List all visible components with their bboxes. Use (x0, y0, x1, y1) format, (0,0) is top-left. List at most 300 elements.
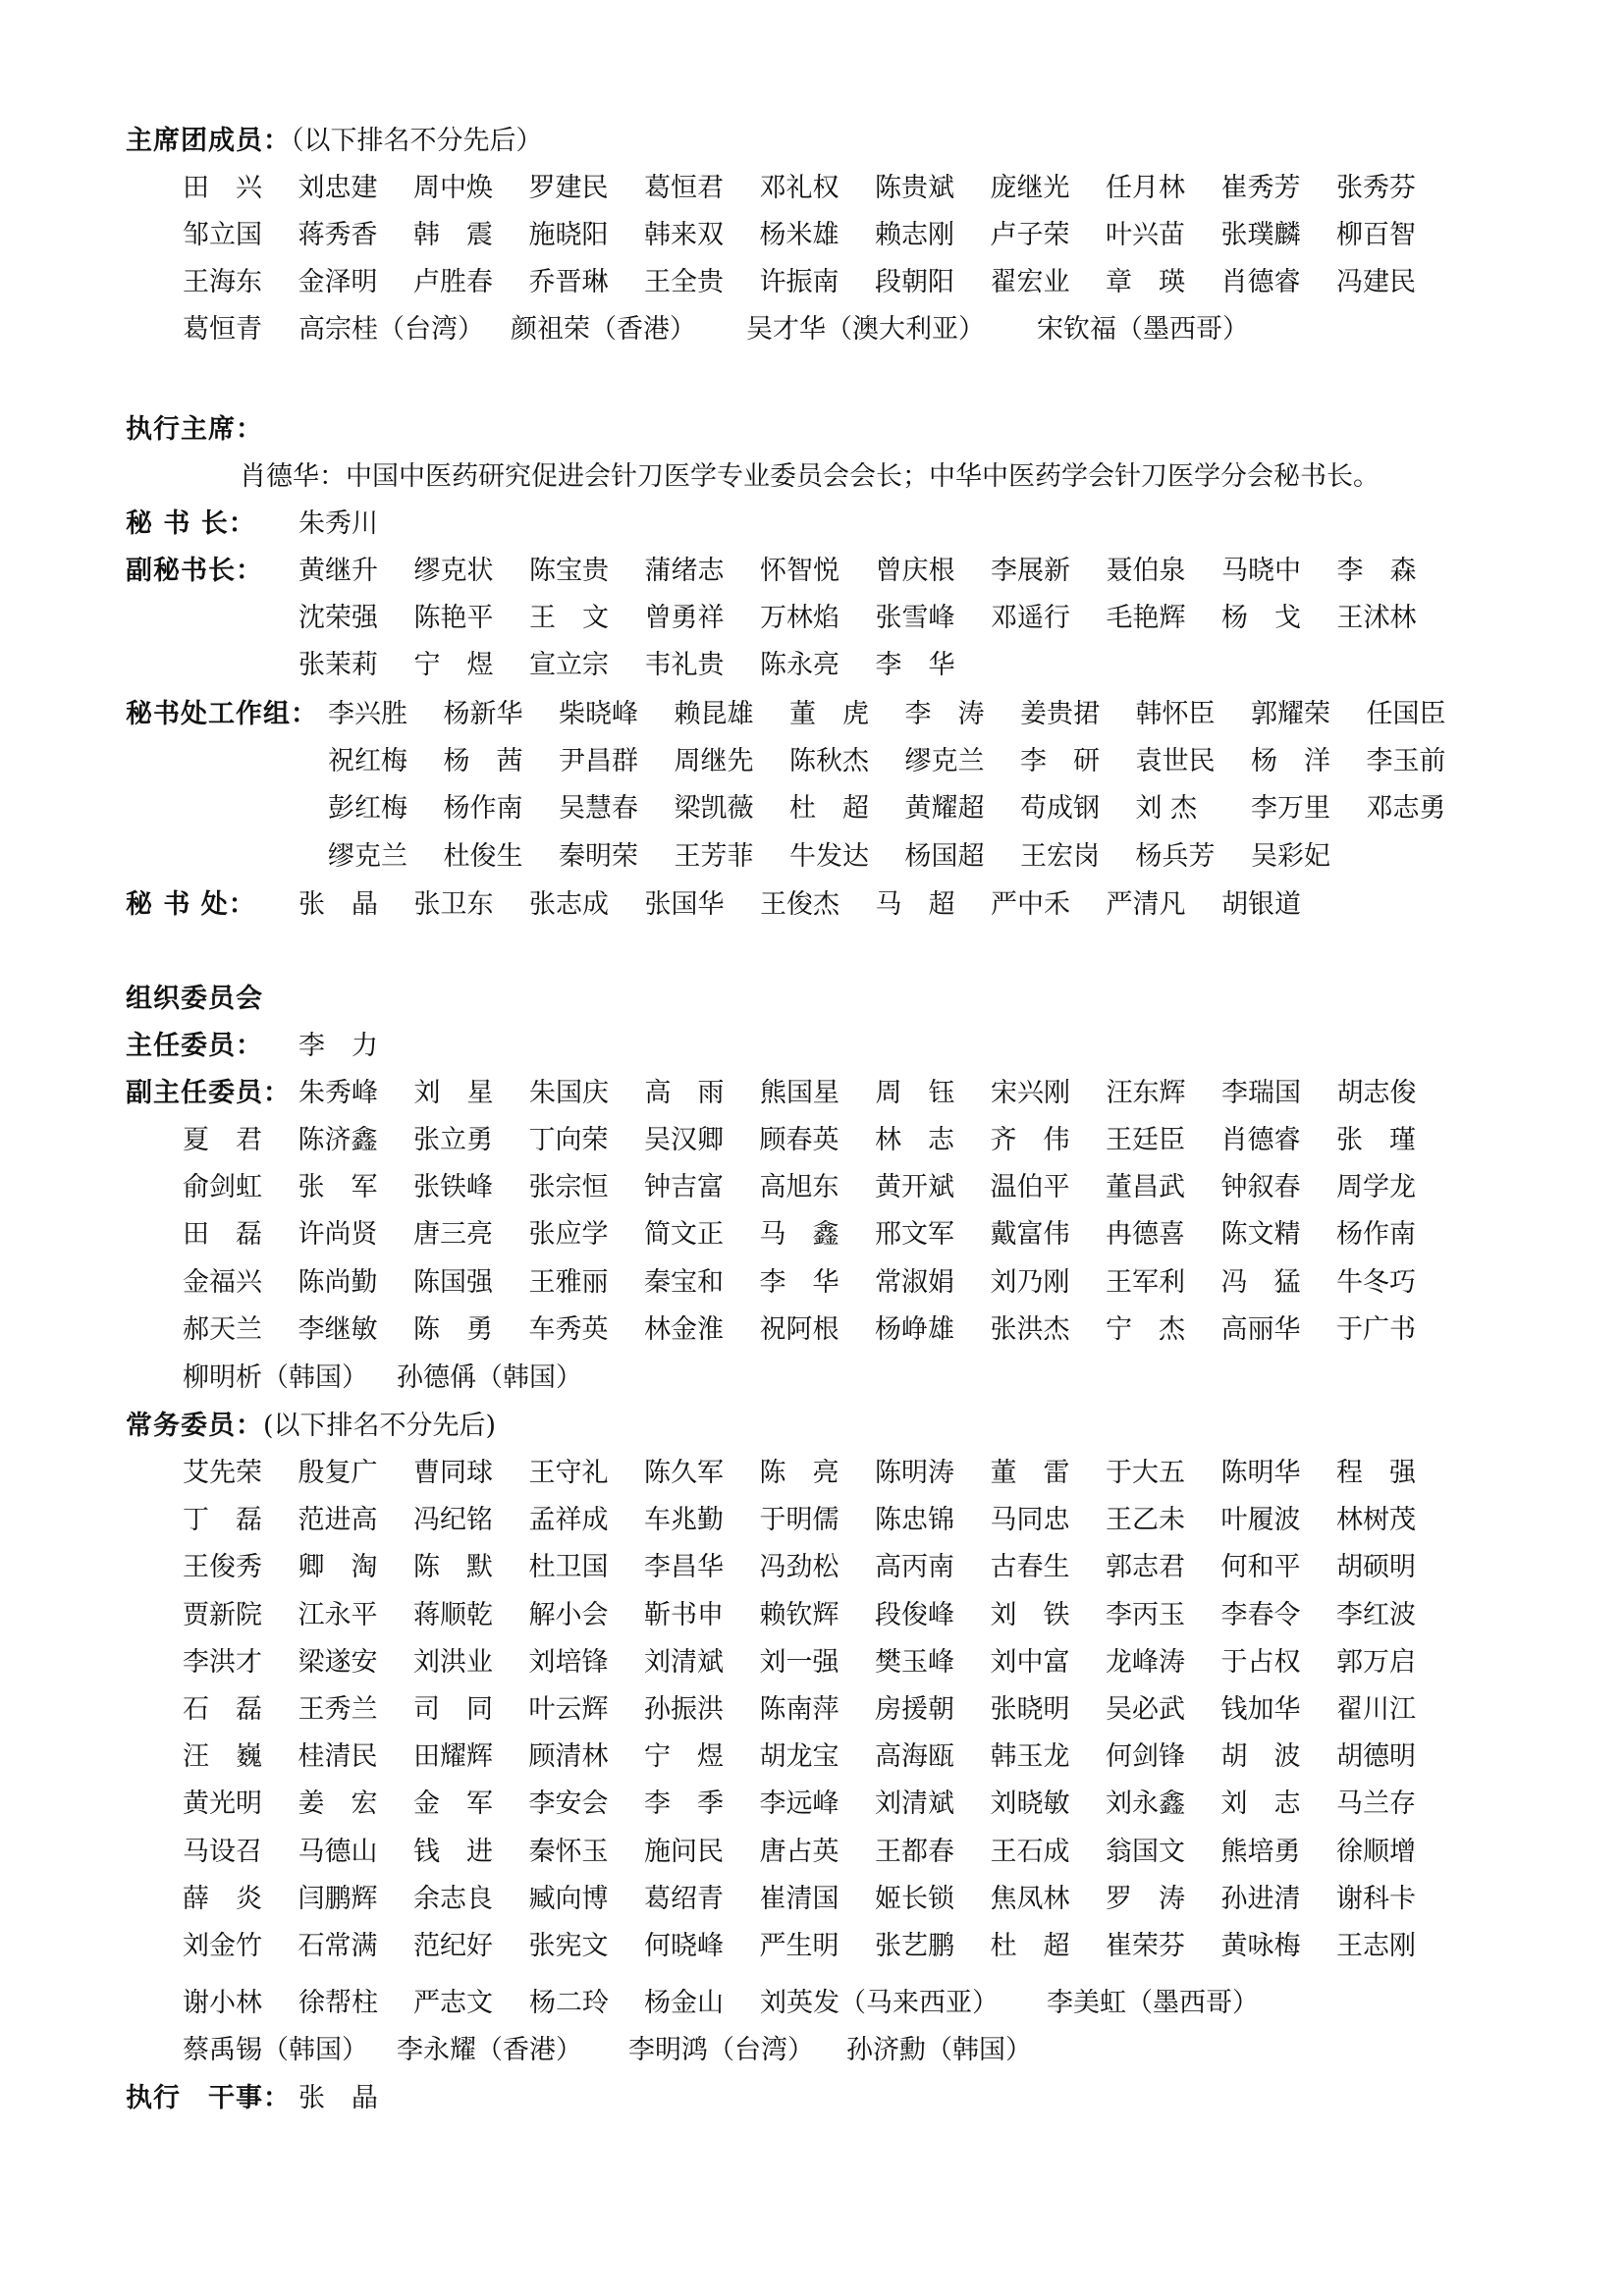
member-name: 郭万启 (1336, 1646, 1416, 1678)
member-name: 刘乃刚 (990, 1266, 1070, 1298)
standing-member-row (183, 1690, 1557, 1730)
vice-director-row (183, 1310, 1557, 1350)
member-name: 范进高 (298, 1505, 378, 1536)
member-name: 毛艳辉 (1106, 603, 1186, 634)
member-name: 王芳菲 (674, 840, 754, 872)
member-name: 高 雨 (644, 1078, 725, 1108)
standing-member-row (183, 1454, 1557, 1493)
member-name: 李继敏 (298, 1313, 378, 1345)
member-name: 田 磊 (183, 1219, 262, 1251)
member-name: 杨 戈 (1221, 603, 1301, 634)
member-name: 田耀辉 (413, 1741, 493, 1773)
member-name: 段朝阳 (875, 267, 954, 298)
member-name: 罗 涛 (1106, 1883, 1185, 1914)
member-name: 范纪好 (413, 1931, 493, 1961)
member-name: 赖志刚 (875, 220, 954, 251)
member-name: 黄开斌 (875, 1172, 954, 1203)
member-name: 严志文 (413, 1988, 493, 2018)
vice-director-row (0, 1359, 1571, 1398)
member-name: 张宪文 (528, 1931, 609, 1961)
member-name: 王志刚 (1336, 1931, 1416, 1961)
member-name: 宁 杰 (1106, 1313, 1185, 1345)
standing-member-row (183, 1501, 1557, 1540)
member-name: 董 雷 (990, 1458, 1070, 1488)
member-name: 刘忠建 (298, 173, 378, 203)
member-name: 杨 洋 (1251, 746, 1330, 777)
member-name: 李瑞国 (1221, 1078, 1301, 1108)
member-name: 吴必武 (1106, 1694, 1185, 1725)
member-name: 刘 志 (1220, 1789, 1301, 1820)
member-name: 黄咏梅 (1220, 1931, 1301, 1961)
member-name: 马 超 (875, 889, 955, 920)
org-committee-title: 组织委员会 (126, 984, 263, 1014)
member-name: 杜卫国 (528, 1552, 609, 1583)
member-name: 杜俊生 (443, 840, 523, 872)
member-name: 王守礼 (528, 1458, 609, 1488)
member-name: 熊国星 (760, 1078, 839, 1108)
deputy-secretary-label: 副秘书长： (126, 556, 263, 586)
member-name: 石 磊 (183, 1694, 262, 1725)
member-name: 孟祥成 (528, 1505, 609, 1536)
member-name: 汪 巍 (183, 1741, 262, 1773)
member-name: 严中禾 (991, 889, 1070, 920)
member-name: 王宏岗 (1020, 840, 1100, 872)
member-name: 金福兴 (183, 1266, 262, 1298)
member-name: 章 瑛 (1106, 267, 1185, 298)
member-name: 韩 震 (413, 220, 493, 251)
member-name: 周继先 (674, 746, 754, 777)
member-name: 龙峰涛 (1106, 1646, 1185, 1678)
member-name: 万林焰 (760, 603, 839, 634)
exec-chair-label: 执行主席： (126, 414, 263, 445)
vice-director-row (0, 1074, 1571, 1113)
vice-director-row (183, 1121, 1557, 1160)
member-name: 钱 进 (413, 1836, 493, 1867)
member-name: 钟吉富 (644, 1172, 724, 1203)
member-name: 李万里 (1251, 793, 1330, 825)
member-name: 段俊峰 (875, 1599, 954, 1630)
member-name: 李明鸿（台湾） (628, 2035, 814, 2065)
member-name: 庞继光 (990, 173, 1070, 203)
member-name: 王全贵 (644, 267, 724, 298)
member-name: 黄耀超 (904, 793, 985, 825)
member-name: 陈贵斌 (875, 173, 954, 203)
member-name: 陈 勇 (413, 1313, 493, 1345)
member-name: 冯 猛 (1220, 1266, 1301, 1298)
member-name: 吴慧春 (559, 793, 638, 825)
member-name: 薛 炎 (183, 1883, 262, 1914)
member-name: 樊玉峰 (875, 1646, 954, 1678)
member-name: 肖德睿 (1220, 1125, 1301, 1155)
standing-member-row (183, 1833, 1557, 1872)
member-name: 王海东 (183, 267, 262, 298)
member-name: 马设召 (183, 1836, 262, 1867)
member-name: 张艺鹏 (875, 1931, 954, 1961)
member-name: 刘 星 (413, 1078, 494, 1108)
member-name: 卿 淘 (298, 1552, 378, 1583)
standing-member-row (183, 1737, 1557, 1777)
member-name: 杜 超 (990, 1931, 1070, 1961)
member-name: 苟成钢 (1020, 793, 1100, 825)
member-name: 翟宏业 (990, 267, 1070, 298)
member-name: 宋钦福（墨西哥） (1037, 314, 1249, 345)
secretariat-group-row (328, 695, 1624, 734)
member-name: 牛冬巧 (1336, 1266, 1416, 1298)
member-name: 张晓明 (990, 1694, 1070, 1725)
member-name: 聂伯泉 (1106, 556, 1186, 586)
member-name: 王都春 (875, 1836, 954, 1867)
member-name: 金 军 (413, 1789, 493, 1820)
member-name: 李洪才 (183, 1646, 262, 1678)
member-name: 李远峰 (759, 1789, 839, 1820)
member-name: 周 钰 (875, 1078, 955, 1108)
member-name: 胡 波 (1220, 1741, 1301, 1773)
member-name: 金泽明 (298, 267, 378, 298)
member-name: 李 涛 (904, 699, 985, 729)
member-name: 赖钦辉 (759, 1599, 839, 1630)
member-name: 孙振洪 (644, 1694, 724, 1725)
member-name: 胡龙宝 (759, 1741, 839, 1773)
member-name: 王沭林 (1336, 603, 1417, 634)
standing-member-row (183, 1785, 1557, 1824)
member-name: 许振南 (759, 267, 839, 298)
member-name: 李昌华 (644, 1552, 724, 1583)
standing-member-row (183, 1880, 1557, 1919)
member-name: 张宗恒 (528, 1172, 609, 1203)
member-name: 邓志勇 (1366, 793, 1446, 825)
member-name: 谢小林 (183, 1988, 262, 2018)
member-name: 高丽华 (1220, 1313, 1301, 1345)
vice-director-row (183, 1263, 1557, 1303)
member-name: 崔秀芳 (1220, 173, 1301, 203)
standing-member-row (183, 1596, 1557, 1635)
member-name: 李 季 (644, 1789, 724, 1820)
member-name: 李展新 (991, 556, 1070, 586)
member-name: 张应学 (528, 1219, 609, 1251)
member-name: 韩怀臣 (1135, 699, 1216, 729)
member-name: 蒲绪志 (644, 556, 725, 586)
member-name: 于明儒 (759, 1505, 839, 1536)
member-name: 翁国文 (1106, 1836, 1185, 1867)
presidium-row (183, 169, 1557, 208)
member-name: 温伯平 (990, 1172, 1070, 1203)
member-name: 陈济鑫 (298, 1125, 378, 1155)
member-name: 何剑锋 (1106, 1741, 1185, 1773)
member-name: 陈永亮 (760, 650, 839, 681)
member-name: 杨峥雄 (875, 1313, 954, 1345)
member-name: 吴汉卿 (644, 1125, 724, 1155)
member-name: 董昌武 (1106, 1172, 1185, 1203)
member-name: 韩来双 (644, 220, 724, 251)
director-label: 主任委员： (126, 1031, 263, 1061)
member-name: 江永平 (298, 1599, 378, 1630)
member-name: 焦凤林 (990, 1883, 1070, 1914)
member-name: 郭志君 (1106, 1552, 1185, 1583)
member-name: 严清凡 (1106, 889, 1186, 920)
deputy-secretary-row (298, 599, 1624, 638)
presidium-row (183, 263, 1557, 302)
member-name: 王石成 (990, 1836, 1070, 1867)
secretary-general-name: 朱秀川 (298, 508, 378, 539)
member-name: 马德山 (298, 1836, 378, 1867)
member-name: 陈宝贵 (529, 556, 609, 586)
member-name: 曾勇祥 (644, 603, 725, 634)
member-name: 钱加华 (1220, 1694, 1301, 1725)
member-name: 张秀芬 (1336, 173, 1416, 203)
vice-director-label: 副主任委员： (126, 1078, 291, 1108)
member-name: 施问民 (644, 1836, 724, 1867)
member-name: 唐三亮 (413, 1219, 493, 1251)
member-name: 钟叙春 (1220, 1172, 1301, 1203)
presidium-label: 主席团成员： (126, 126, 291, 156)
member-name: 朱国庆 (529, 1078, 609, 1108)
member-name: 高海瓯 (875, 1741, 954, 1773)
member-name: 刘 铁 (990, 1599, 1070, 1630)
member-name: 孙德偁（韩国） (397, 1362, 582, 1393)
member-name: 程 强 (1336, 1458, 1416, 1488)
member-name: 宁 煜 (413, 650, 494, 681)
member-name: 崔清国 (759, 1883, 839, 1914)
member-name: 杨 茜 (443, 746, 523, 777)
member-name: 刘永鑫 (1106, 1789, 1185, 1820)
member-name: 解小会 (528, 1599, 609, 1630)
member-name: 刘 杰 (1135, 793, 1198, 825)
member-name: 怀智悦 (760, 556, 839, 586)
member-name: 孙进清 (1220, 1883, 1301, 1914)
member-name: 宣立宗 (529, 650, 609, 681)
member-name: 谢科卡 (1336, 1883, 1416, 1914)
member-name: 靳书申 (644, 1599, 724, 1630)
member-name: 司 同 (413, 1694, 493, 1725)
member-name: 李 研 (1020, 746, 1100, 777)
exec-officer-name: 张 晶 (298, 2083, 378, 2113)
member-name: 古春生 (990, 1552, 1070, 1583)
member-name: 姜 宏 (298, 1789, 378, 1820)
member-name: 李红波 (1336, 1599, 1416, 1630)
member-name: 徐帮柱 (298, 1988, 378, 2018)
member-name: 杨米雄 (759, 220, 839, 251)
member-name: 陈国强 (413, 1266, 493, 1298)
member-name: 顾清林 (528, 1741, 609, 1773)
member-name: 葛绍青 (644, 1883, 724, 1914)
member-name: 张志成 (529, 889, 609, 920)
member-name: 杜 超 (789, 793, 869, 825)
member-name: 夏 君 (183, 1125, 262, 1155)
standing-member-row (0, 1984, 1571, 2023)
member-name: 彭红梅 (328, 793, 407, 825)
member-name: 陈明华 (1220, 1458, 1301, 1488)
exec-chair-text: 肖德华：中国中医药研究促进会针刀医学专业委员会会长；中华中医药学会针刀医学分会秘书长。 (240, 461, 1380, 492)
member-name: 朱秀峰 (298, 1078, 378, 1108)
member-name: 李春令 (1220, 1599, 1301, 1630)
member-name: 邓遥行 (991, 603, 1070, 634)
member-name: 简文正 (644, 1219, 724, 1251)
member-name: 王军利 (1106, 1266, 1185, 1298)
member-name: 桂清民 (298, 1741, 378, 1773)
secretariat-row (0, 885, 1571, 925)
member-name: 马 鑫 (759, 1219, 839, 1251)
member-name: 张 瑾 (1336, 1125, 1416, 1155)
member-name: 汪东辉 (1106, 1078, 1186, 1108)
member-name: 蔡禹锡（韩国） (183, 2035, 368, 2065)
member-name: 张洪杰 (990, 1313, 1070, 1345)
member-name: 陈文精 (1220, 1219, 1301, 1251)
member-name: 冉德喜 (1106, 1219, 1185, 1251)
member-name: 李兴胜 (328, 699, 407, 729)
member-name: 邢文军 (875, 1219, 954, 1251)
member-name: 王 文 (529, 603, 609, 634)
standing-member-row (183, 1927, 1557, 1966)
member-name: 齐 伟 (990, 1125, 1070, 1155)
member-name: 吴彩妃 (1251, 840, 1330, 872)
member-name: 尹昌群 (559, 746, 638, 777)
member-name: 张卫东 (413, 889, 494, 920)
member-name: 杨作南 (1336, 1219, 1416, 1251)
director-name: 李 力 (298, 1031, 378, 1061)
member-name: 顾春英 (759, 1125, 839, 1155)
member-name: 李丙玉 (1106, 1599, 1185, 1630)
member-name: 赖昆雄 (674, 699, 754, 729)
standing-note: (以下排名不分先后) (263, 1411, 497, 1441)
member-name: 邹立国 (183, 220, 262, 251)
member-name: 严生明 (759, 1931, 839, 1961)
member-name: 马兰存 (1336, 1789, 1416, 1820)
member-name: 田 兴 (183, 173, 262, 203)
member-name: 祝红梅 (328, 746, 407, 777)
member-name: 姜贵捃 (1020, 699, 1100, 729)
member-name: 秦明荣 (559, 840, 638, 872)
member-name: 徐顺增 (1336, 1836, 1416, 1867)
member-name: 李安会 (528, 1789, 609, 1820)
member-name: 颜祖荣（香港） (511, 314, 696, 345)
member-name: 张铁峰 (413, 1172, 493, 1203)
secretariat-group-row (328, 837, 1624, 877)
member-name: 陈艳平 (413, 603, 494, 634)
member-name: 陈 默 (413, 1552, 493, 1583)
member-name: 张 晶 (298, 889, 378, 920)
member-name: 王廷臣 (1106, 1125, 1185, 1155)
member-name: 罗建民 (528, 173, 609, 203)
member-name: 翟川江 (1336, 1694, 1416, 1725)
standing-heading (126, 1407, 496, 1446)
member-name: 于占权 (1220, 1646, 1301, 1678)
member-name: 柳明析（韩国） (183, 1362, 368, 1393)
standing-label: 常务委员： (126, 1411, 263, 1441)
member-name: 车兆勤 (644, 1505, 724, 1536)
member-name: 王俊秀 (183, 1552, 262, 1583)
member-name: 贾新院 (183, 1599, 262, 1630)
member-name: 乔晋琳 (528, 267, 609, 298)
member-name: 刘晓敏 (990, 1789, 1070, 1820)
member-name: 车秀英 (528, 1313, 609, 1345)
member-name: 叶履波 (1220, 1505, 1301, 1536)
member-name: 吴才华（澳大利亚） (746, 314, 985, 345)
member-name: 高丙南 (875, 1552, 954, 1583)
member-name: 张 军 (298, 1172, 378, 1203)
member-name: 牛发达 (789, 840, 869, 872)
member-name: 葛恒君 (644, 173, 724, 203)
secretariat-label: 秘 书 处： (126, 889, 256, 920)
member-name: 郭耀荣 (1251, 699, 1330, 729)
member-name: 李美虹（墨西哥） (1047, 1988, 1259, 2018)
presidium-heading (126, 122, 543, 161)
member-name: 殷复广 (298, 1458, 378, 1488)
member-name: 臧向博 (528, 1883, 609, 1914)
member-name: 张璞麟 (1220, 220, 1301, 251)
deputy-secretary-row (298, 646, 1624, 685)
member-name: 叶云辉 (528, 1694, 609, 1725)
member-name: 房援朝 (875, 1694, 954, 1725)
member-name: 黄继升 (298, 556, 378, 586)
member-name: 杨金山 (644, 1988, 724, 2018)
member-name: 蒋顺乾 (413, 1599, 493, 1630)
member-name: 胡志俊 (1336, 1078, 1417, 1108)
member-name: 陈 亮 (759, 1458, 839, 1488)
member-name: 石常满 (298, 1931, 378, 1961)
member-name: 葛恒青 (183, 314, 262, 345)
member-name: 缪克兰 (328, 840, 407, 872)
member-name: 胡银道 (1221, 889, 1301, 920)
member-name: 林金淮 (644, 1313, 724, 1345)
deputy-secretary-row (298, 552, 1624, 591)
member-name: 孙济勳（韩国） (846, 2035, 1032, 2065)
secretariat-group-label: 秘书处工作组： (126, 699, 318, 729)
member-name: 高宗桂（台湾） (298, 314, 484, 345)
member-name: 胡德明 (1336, 1741, 1416, 1773)
member-name: 周学龙 (1336, 1172, 1416, 1203)
presidium-row (0, 310, 1571, 349)
member-name: 胡硕明 (1336, 1552, 1416, 1583)
member-name: 沈荣强 (298, 603, 378, 634)
member-name: 梁凯薇 (674, 793, 754, 825)
member-name: 邓礼权 (759, 173, 839, 203)
member-name: 崔荣芬 (1106, 1931, 1185, 1961)
member-name: 陈明涛 (875, 1458, 954, 1488)
member-name: 何和平 (1220, 1552, 1301, 1583)
member-name: 秦怀玉 (528, 1836, 609, 1867)
member-name: 林树茂 (1336, 1505, 1416, 1536)
secretary-general-label: 秘 书 长： (126, 508, 256, 539)
member-name: 韦礼贵 (644, 650, 725, 681)
member-name: 祝阿根 (759, 1313, 839, 1345)
member-name: 艾先荣 (183, 1458, 262, 1488)
standing-member-row (183, 1643, 1557, 1682)
member-name: 刘培锋 (528, 1646, 609, 1678)
member-name: 许尚贤 (298, 1219, 378, 1251)
member-name: 柴晓峰 (559, 699, 638, 729)
member-name: 张雪峰 (875, 603, 955, 634)
member-name: 陈南萍 (759, 1694, 839, 1725)
member-name: 刘清斌 (644, 1646, 724, 1678)
member-name: 林 志 (875, 1125, 954, 1155)
member-name: 戴富伟 (990, 1219, 1070, 1251)
member-name: 陈尚勤 (298, 1266, 378, 1298)
member-name: 韩玉龙 (990, 1741, 1070, 1773)
vice-director-row (183, 1215, 1557, 1255)
member-name: 王俊杰 (760, 889, 839, 920)
member-name: 曹同球 (413, 1458, 493, 1488)
member-name: 袁世民 (1135, 746, 1216, 777)
member-name: 马晓中 (1221, 556, 1301, 586)
member-name: 张国华 (644, 889, 725, 920)
member-name: 冯建民 (1336, 267, 1416, 298)
member-name: 闫鹏辉 (298, 1883, 378, 1914)
member-name: 卢子荣 (990, 220, 1070, 251)
member-name: 王乙未 (1106, 1505, 1185, 1536)
member-name: 冯纪铭 (413, 1505, 493, 1536)
member-name: 张立勇 (413, 1125, 493, 1155)
member-name: 董 虎 (789, 699, 869, 729)
